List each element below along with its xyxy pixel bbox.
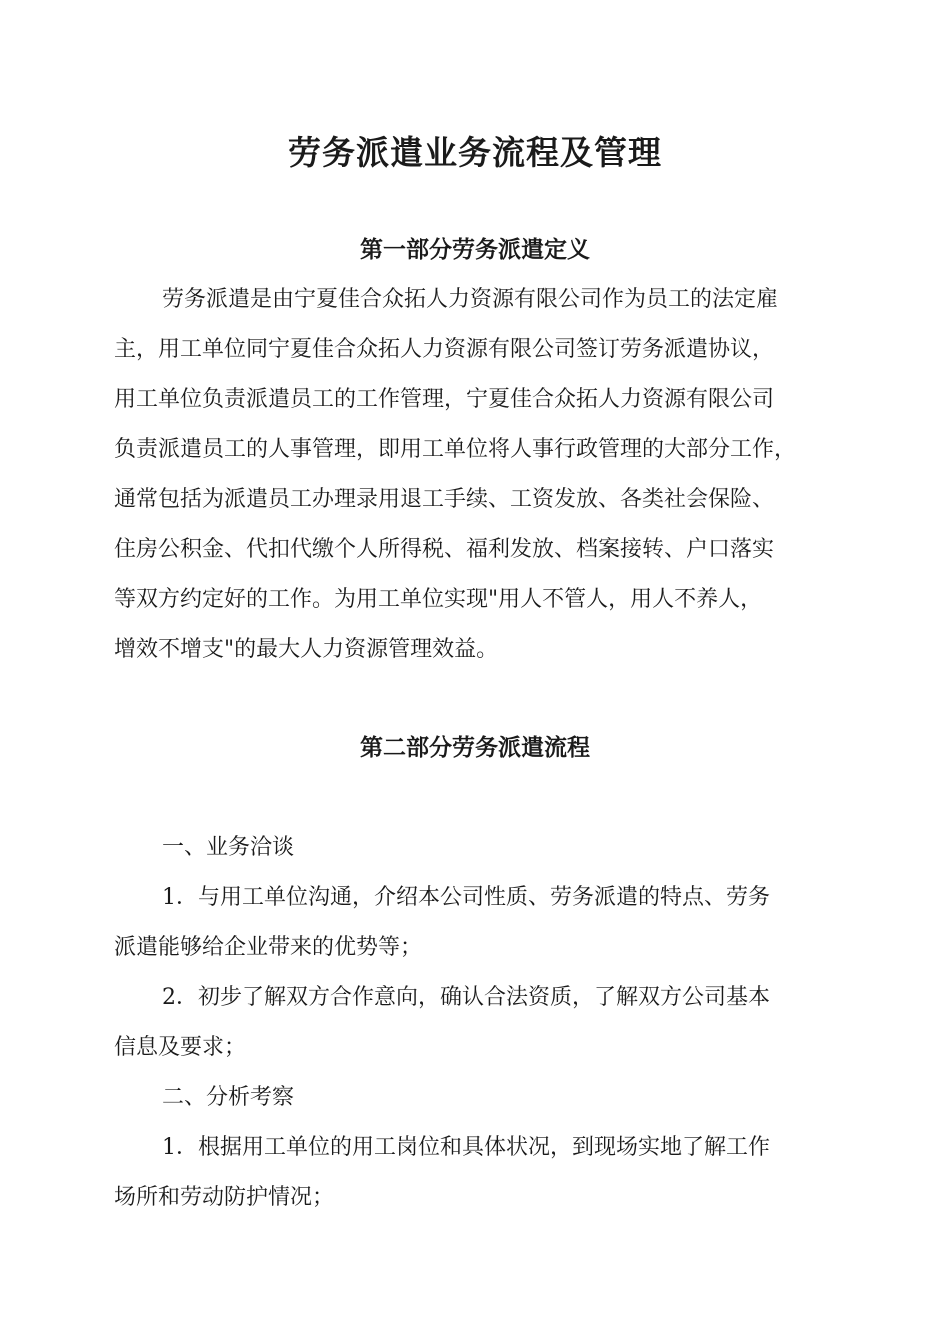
part2-line: 信息及要求； [114,1035,247,1060]
part2-line: 1．根据用工单位的用工岗位和具体状况，到现场实地了解工作 [162,1135,770,1160]
part2-line: 2．初步了解双方合作意向，确认合法资质，了解双方公司基本 [162,985,770,1010]
part1-line: 主，用工单位同宁夏佳合众拓人力资源有限公司签订劳务派遣协议， [114,337,775,362]
document-title: 劳务派遣业务流程及管理 [288,133,662,172]
part1-line: 住房公积金、代扣代缴个人所得税、福利发放、档案接转、户口落实 [114,537,775,562]
part1-line: 通常包括为派遣员工办理录用退工手续、工资发放、各类社会保险、 [114,487,775,512]
part2-line: 1．与用工单位沟通，介绍本公司性质、劳务派遣的特点、劳务 [162,885,770,910]
part1-line: 增效不增支"的最大人力资源管理效益。 [114,637,499,662]
part2-line: 一、业务洽谈 [162,835,295,860]
part2-heading: 第二部分劳务派遣流程 [360,734,590,761]
part1-line: 劳务派遣是由宁夏佳合众拓人力资源有限公司作为员工的法定雇 [162,287,779,312]
part2-line: 派遣能够给企业带来的优势等； [114,935,423,960]
part2-line: 二、分析考察 [162,1085,295,1110]
part1-line: 用工单位负责派遣员工的工作管理，宁夏佳合众拓人力资源有限公司 [114,387,775,412]
part2-line: 场所和劳动防护情况； [114,1185,335,1210]
part1-line: 负责派遣员工的人事管理，即用工单位将人事行政管理的大部分工作， [114,437,797,462]
part1-heading: 第一部分劳务派遣定义 [360,236,590,263]
part1-line: 等双方约定好的工作。为用工单位实现"用人不管人，用人不养人， [114,587,763,612]
